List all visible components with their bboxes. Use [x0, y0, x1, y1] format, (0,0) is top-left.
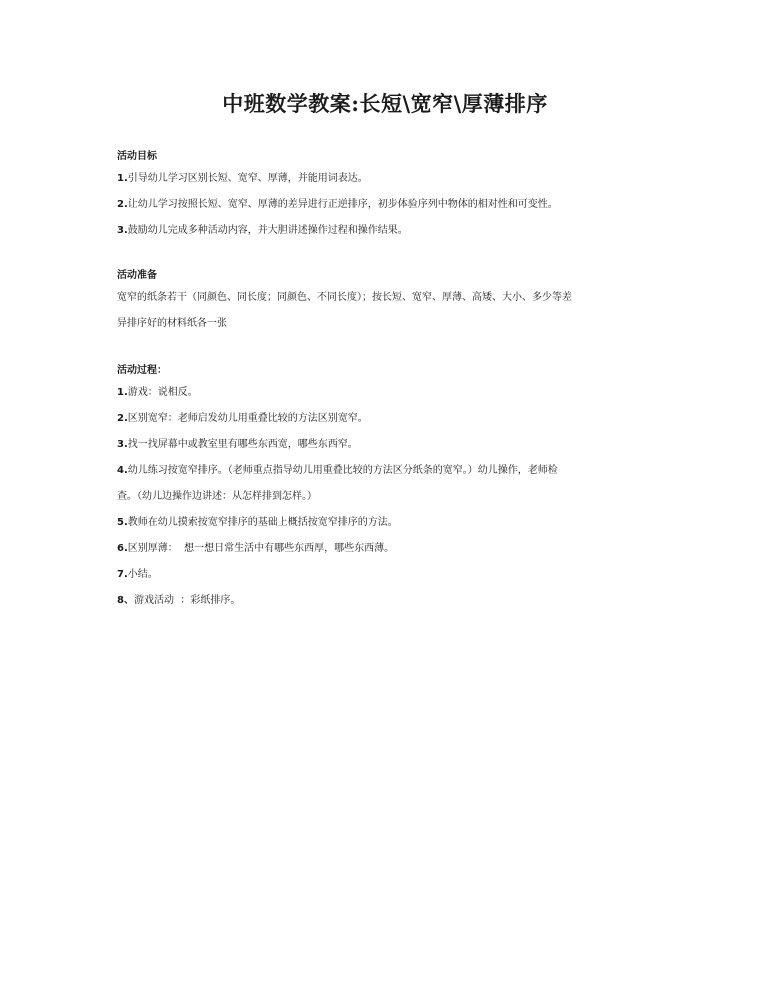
process-item-text: 幼儿练习按宽窄排序。（老师重点指导幼儿用重叠比较的方法区分纸条的宽窄。）幼儿操作，老师检 [127, 465, 558, 476]
goal-item-1 [117, 166, 657, 192]
prep-line-2: 异排序好的材料纸各一张 [117, 318, 227, 329]
goal-item-number: 1. [117, 173, 128, 184]
goal-item-text: 引导幼儿学习区别长短、宽窄、厚薄，并能用词表达。 [127, 173, 368, 184]
goals-heading: 活动目标 [117, 151, 157, 162]
process-item-number: 4. [117, 465, 128, 476]
process-item-4-continued: 查。（幼儿边操作边讲述：从怎样排到怎样。） [117, 491, 317, 502]
process-item-6 [117, 536, 657, 562]
goal-item-number: 3. [117, 225, 128, 236]
process-item-1 [117, 380, 657, 406]
process-item-text: 教师在幼儿摸索按宽窄排序的基础上概括按宽窄排序的方法。 [127, 517, 398, 528]
process-item-number: 2. [117, 413, 128, 424]
prep-line-1: 宽窄的纸条若干（同颜色、同长度；同颜色、不同长度）；按长短、宽窄、厚薄、高矮、大小、多少等差 [117, 292, 572, 303]
process-item-number: 6. [117, 543, 128, 554]
prep-heading: 活动准备 [117, 270, 157, 281]
process-heading: 活动过程： [117, 365, 167, 376]
process-item-2 [117, 406, 657, 432]
process-item-number: 3. [117, 439, 128, 450]
process-item-text: 小结。 [127, 569, 158, 580]
goal-item-text: 鼓励幼儿完成多种活动内容，并大胆讲述操作过程和操作结果。 [127, 225, 408, 236]
goal-item-2 [117, 192, 657, 218]
process-item-8 [117, 588, 657, 614]
process-item-text: 找一找屏幕中或教室里有哪些东西宽，哪些东西窄。 [127, 439, 358, 450]
process-item-text: 区别厚薄： 想一想日常生活中有哪些东西厚，哪些东西薄。 [127, 543, 395, 554]
process-item-text: 游戏：说相反。 [127, 387, 198, 398]
process-item-5 [117, 510, 657, 536]
goal-item-text: 让幼儿学习按照长短、宽窄、厚薄的差异进行正逆排序，初步体验序列中物体的相对性和可变性。 [127, 199, 558, 210]
process-item-number: 5. [117, 517, 128, 528]
process-item-text: 游戏活动 ：彩纸排序。 [133, 595, 241, 606]
goal-item-number: 2. [117, 199, 128, 210]
process-item-4 [117, 458, 657, 484]
process-item-text: 区别宽窄：老师启发幼儿用重叠比较的方法区别宽窄。 [127, 413, 368, 424]
page-title: 中班数学教案:长短\宽窄\厚薄排序 [222, 91, 548, 116]
process-item-number: 7. [117, 569, 128, 580]
process-item-3 [117, 432, 657, 458]
process-item-7 [117, 562, 657, 588]
process-item-number: 1. [117, 387, 128, 398]
process-item-number: 8、 [117, 595, 134, 606]
goal-item-3 [117, 218, 657, 244]
